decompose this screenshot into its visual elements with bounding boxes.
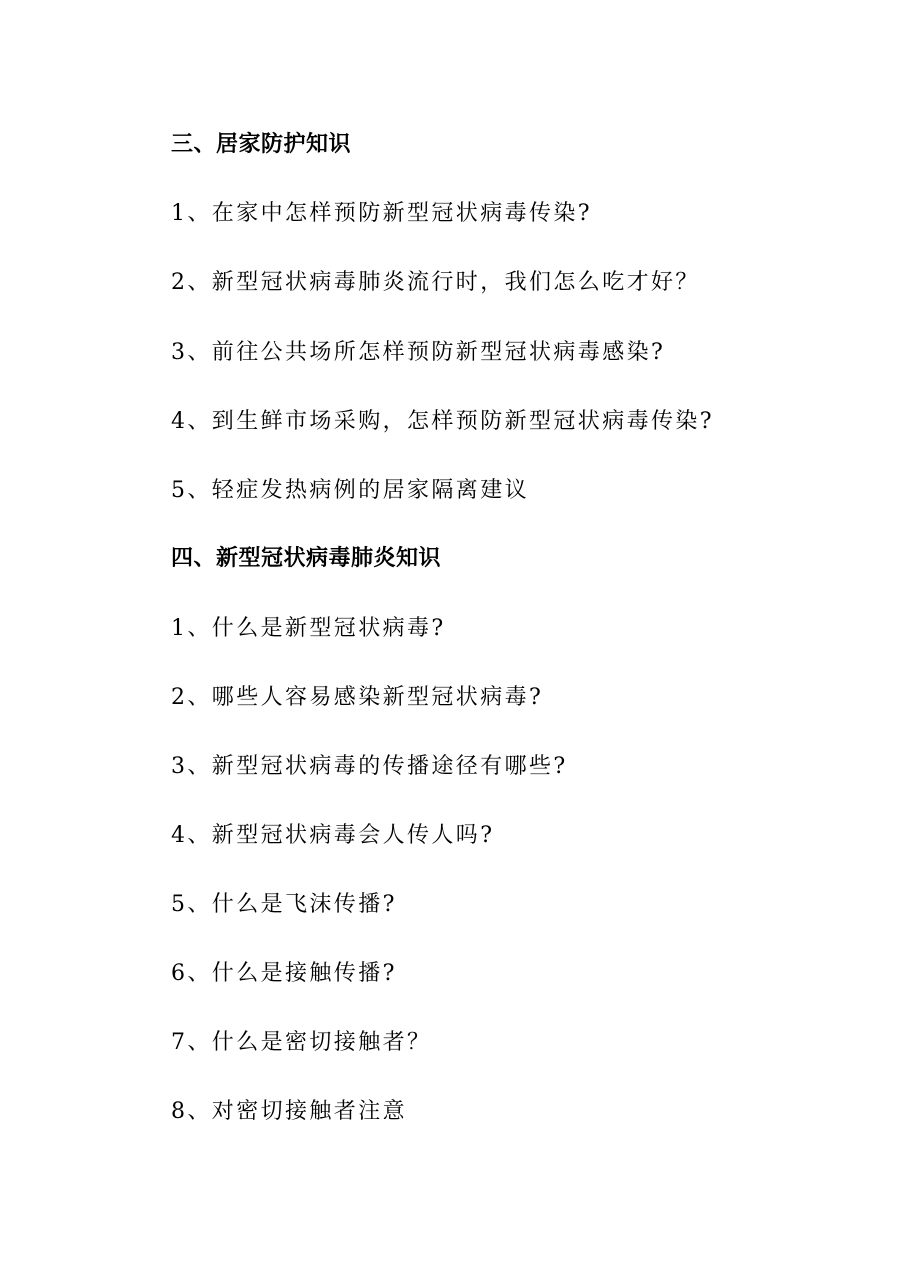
list-item: 3、前往公共场所怎样预防新型冠状病毒感染? <box>171 340 666 365</box>
list-item: 7、什么是密切接触者？ <box>171 1030 432 1055</box>
list-item: 4、到生鲜市场采购，怎样预防新型冠状病毒传染? <box>171 409 714 434</box>
list-item: 3、新型冠状病毒的传播途径有哪些? <box>171 754 568 779</box>
list-item: 5、轻症发热病例的居家隔离建议 <box>171 478 529 503</box>
list-item: 5、什么是飞沫传播? <box>171 892 397 917</box>
section-heading-pneumonia-knowledge: 四、新型冠状病毒肺炎知识 <box>171 546 442 571</box>
list-item: 4、新型冠状病毒会人传人吗? <box>171 823 495 848</box>
list-item: 1、在家中怎样预防新型冠状病毒传染? <box>171 201 592 226</box>
list-item: 2、哪些人容易感染新型冠状病毒? <box>171 685 544 710</box>
list-item: 8、对密切接触者注意 <box>171 1099 407 1124</box>
list-item: 2、新型冠状病毒肺炎流行时，我们怎么吃才好？ <box>171 270 700 295</box>
list-item: 1、什么是新型冠状病毒? <box>171 616 446 641</box>
list-item: 6、什么是接触传播? <box>171 961 397 986</box>
section-heading-home-protection: 三、居家防护知识 <box>171 132 352 157</box>
